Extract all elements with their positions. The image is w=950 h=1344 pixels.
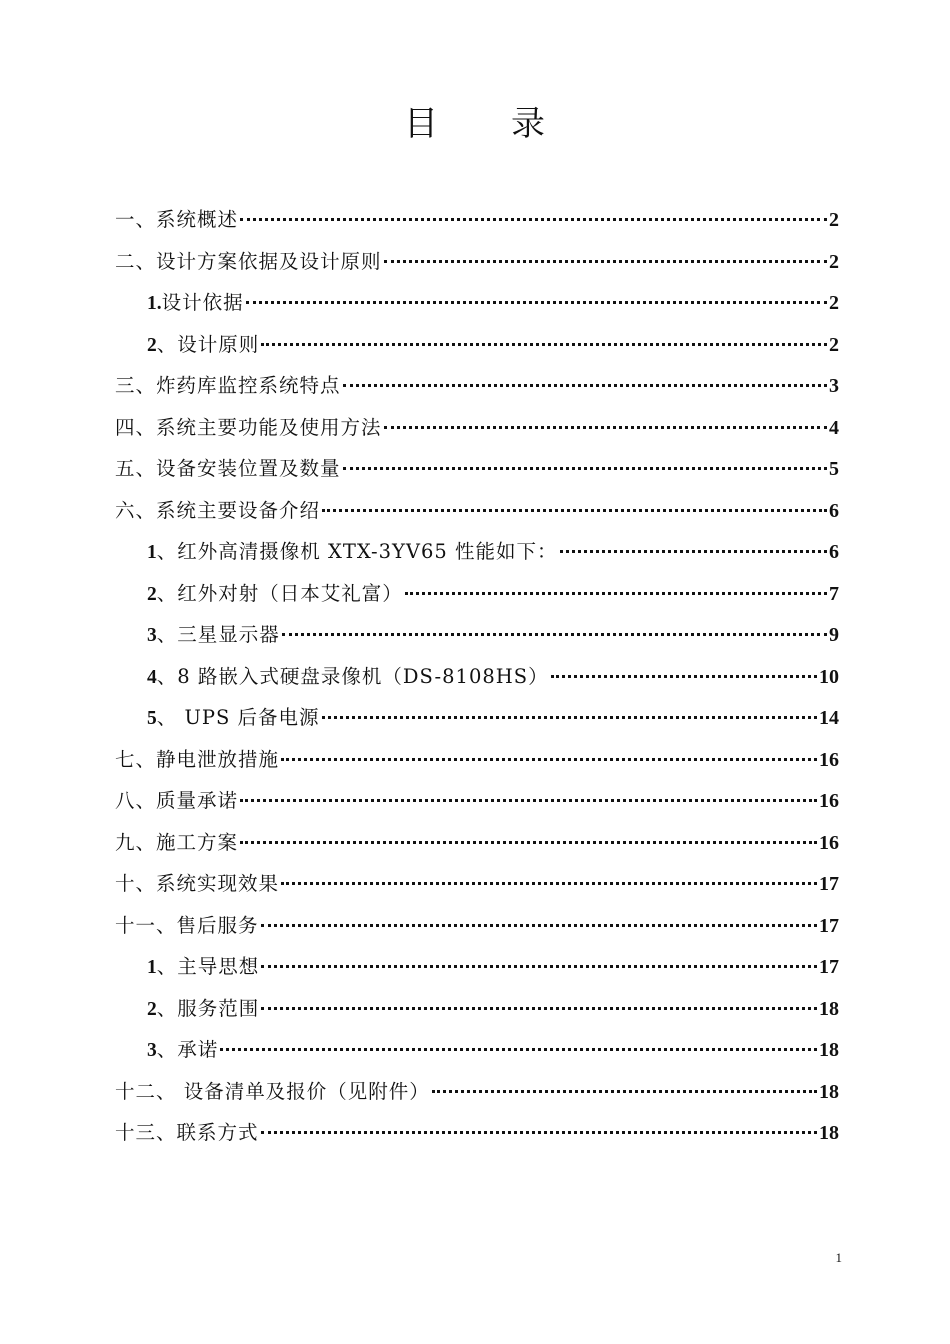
toc-entry-number: 5 xyxy=(147,708,157,729)
toc-entry-label xyxy=(147,573,403,616)
toc-entry-text: 十三、联系方式 xyxy=(115,1121,259,1144)
dot-leader xyxy=(384,260,827,263)
toc-entry[interactable] xyxy=(115,365,839,407)
dot-leader xyxy=(261,1007,817,1010)
toc-entry-label xyxy=(115,199,238,241)
dot-leader xyxy=(343,467,827,470)
toc-entry[interactable] xyxy=(115,739,839,781)
dot-leader xyxy=(322,509,827,512)
toc-entry-text: 三、炸药库监控系统特点 xyxy=(115,374,341,397)
toc-entry[interactable] xyxy=(115,448,839,490)
toc-entry-label xyxy=(147,1029,218,1072)
toc-entry-text: 、红外高清摄像机 XTX-3YV65 性能如下： xyxy=(156,540,558,563)
dot-leader xyxy=(240,218,827,221)
toc-entry[interactable] xyxy=(115,490,839,532)
toc-entry-text: 九、施工方案 xyxy=(115,830,239,854)
toc-entry[interactable] xyxy=(115,199,839,241)
toc-entry-label xyxy=(147,614,280,657)
toc-entry-label xyxy=(115,739,279,781)
toc-entry-number: 4 xyxy=(147,666,157,688)
toc-entry-page: 5 xyxy=(829,458,839,480)
dot-leader xyxy=(261,343,827,346)
toc-entry-page: 18 xyxy=(819,997,839,1020)
title-char-2: 录 xyxy=(511,104,546,144)
toc-entry-page: 2 xyxy=(829,250,839,273)
toc-entry-text: 、三星显示器 xyxy=(156,623,280,646)
toc-entry[interactable] xyxy=(115,988,839,1030)
toc-entry[interactable] xyxy=(115,241,839,283)
toc-entry-label xyxy=(147,282,244,325)
toc-entry-label xyxy=(115,1112,259,1154)
toc-entry-page: 2 xyxy=(829,209,839,231)
toc-entry-text: 五、设备安装位置及数量 xyxy=(115,457,341,480)
toc-entry-page: 2 xyxy=(829,333,839,356)
toc-entry[interactable] xyxy=(115,822,839,864)
dot-leader xyxy=(261,1131,817,1134)
dot-leader xyxy=(281,882,817,885)
toc-entry-label xyxy=(115,241,382,283)
toc-entry-text: 六、系统主要设备介绍 xyxy=(115,498,321,522)
dot-leader xyxy=(560,550,828,553)
toc-entry-label xyxy=(115,365,341,407)
dot-leader xyxy=(220,1048,817,1051)
toc-entry[interactable] xyxy=(115,1112,839,1154)
toc-entry[interactable] xyxy=(115,905,839,947)
toc-entry-number: 1 xyxy=(147,957,157,978)
toc-entry-label xyxy=(115,822,238,864)
toc-entry-page: 6 xyxy=(829,499,839,522)
toc-entry-text: 十二、 设备清单及报价（见附件） xyxy=(115,1079,430,1103)
toc-entry-text: 、红外对射（日本艾礼富） xyxy=(156,581,403,605)
toc-entry-label xyxy=(147,531,558,574)
toc-entry-text: 四、系统主要功能及使用方法 xyxy=(115,415,382,439)
toc-entry[interactable] xyxy=(115,614,839,656)
dot-leader xyxy=(551,675,817,678)
toc-entry-page: 16 xyxy=(819,790,839,812)
toc-entry-label xyxy=(115,407,382,449)
toc-entry-number: 2 xyxy=(147,583,157,605)
toc-entry-page: 17 xyxy=(819,956,839,978)
toc-entry[interactable] xyxy=(115,531,839,573)
page-number: 1 xyxy=(835,1250,842,1265)
dot-leader xyxy=(261,965,817,968)
table-of-contents xyxy=(115,199,839,1154)
toc-entry-text: 、承诺 xyxy=(156,1038,219,1061)
dot-leader xyxy=(343,384,827,387)
toc-entry-label xyxy=(147,324,259,367)
toc-entry[interactable] xyxy=(115,1071,839,1113)
toc-entry-label xyxy=(115,863,279,905)
toc-entry-page: 4 xyxy=(829,416,839,439)
toc-entry-page: 2 xyxy=(829,292,839,314)
toc-entry-text: 十、系统实现效果 xyxy=(115,872,280,895)
toc-entry-page: 7 xyxy=(829,582,839,605)
toc-entry-number: 2 xyxy=(147,334,157,356)
toc-entry-label xyxy=(115,490,320,532)
toc-entry-number: 3 xyxy=(147,625,157,646)
toc-entry-page: 9 xyxy=(829,624,839,646)
dot-leader xyxy=(432,1090,817,1093)
toc-entry-number: 1. xyxy=(147,293,162,314)
toc-entry[interactable] xyxy=(115,863,839,905)
toc-entry[interactable] xyxy=(115,407,839,449)
toc-entry-page: 10 xyxy=(819,665,839,688)
toc-entry-label xyxy=(115,780,238,822)
toc-entry-label xyxy=(147,697,320,740)
toc-entry-page: 18 xyxy=(819,1080,839,1103)
dot-leader xyxy=(246,301,827,304)
toc-entry-label xyxy=(147,988,259,1031)
toc-entry-text: 八、质量承诺 xyxy=(115,789,239,812)
toc-entry-text: 、服务范围 xyxy=(156,996,260,1020)
toc-entry-text: 、8 路嵌入式硬盘录像机（DS-8108HS） xyxy=(156,664,549,688)
dot-leader xyxy=(240,841,817,844)
dot-leader xyxy=(384,426,827,429)
toc-entry-number: 2 xyxy=(147,998,157,1020)
toc-entry-page: 16 xyxy=(819,748,839,771)
toc-entry-text: 、 UPS 后备电源 xyxy=(156,706,320,729)
toc-entry[interactable] xyxy=(115,1029,839,1071)
toc-entry-page: 14 xyxy=(819,707,839,729)
toc-entry-text: 十一、售后服务 xyxy=(115,913,259,937)
toc-entry-page: 17 xyxy=(819,914,839,937)
toc-entry-page: 16 xyxy=(819,831,839,854)
toc-entry-page: 6 xyxy=(829,541,839,563)
toc-entry-page: 18 xyxy=(819,1039,839,1061)
toc-entry-page: 17 xyxy=(819,873,839,895)
dot-leader xyxy=(281,758,817,761)
dot-leader xyxy=(240,799,817,802)
title-char-1: 目 xyxy=(404,104,439,144)
toc-entry-number: 3 xyxy=(147,1040,157,1061)
toc-entry-label xyxy=(115,1071,430,1113)
toc-entry-page: 18 xyxy=(819,1122,839,1144)
dot-leader xyxy=(322,716,817,719)
toc-entry-label xyxy=(115,448,341,490)
toc-entry-text: 一、系统概述 xyxy=(115,208,239,231)
toc-entry-text: 七、静电泄放措施 xyxy=(115,747,280,771)
toc-entry[interactable] xyxy=(115,780,839,822)
toc-entry[interactable] xyxy=(115,656,839,698)
dot-leader xyxy=(282,633,827,636)
toc-entry-text: 、设计原则 xyxy=(156,332,260,356)
toc-entry[interactable] xyxy=(115,697,839,739)
dot-leader xyxy=(261,924,817,927)
toc-entry-text: 设计依据 xyxy=(161,291,244,314)
toc-entry[interactable] xyxy=(115,573,839,615)
toc-entry-number: 1 xyxy=(147,542,157,563)
toc-entry-page: 3 xyxy=(829,375,839,397)
dot-leader xyxy=(405,592,827,595)
toc-entry-label xyxy=(115,905,259,947)
toc-entry[interactable] xyxy=(115,282,839,324)
toc-entry[interactable] xyxy=(115,324,839,366)
toc-entry[interactable] xyxy=(115,946,839,988)
toc-entry-text: 、主导思想 xyxy=(156,955,260,978)
toc-entry-label xyxy=(147,656,549,699)
toc-entry-text: 二、设计方案依据及设计原则 xyxy=(115,249,382,273)
toc-entry-label xyxy=(147,946,259,989)
page-title xyxy=(0,96,950,145)
